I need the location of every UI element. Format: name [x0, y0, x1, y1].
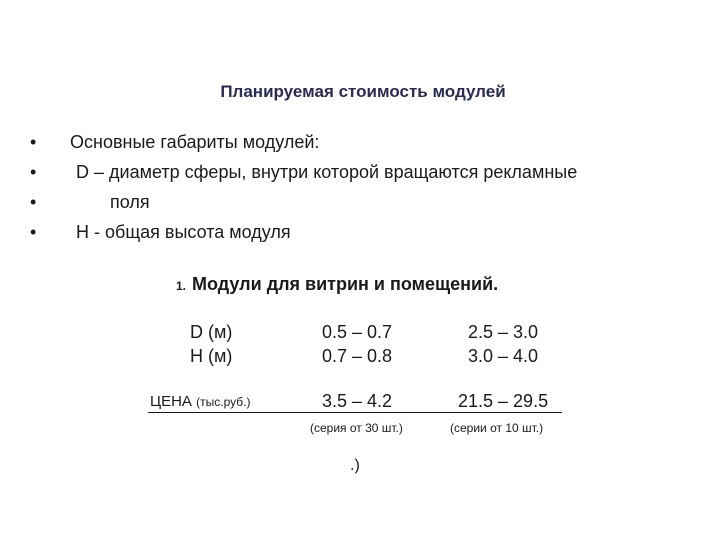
bullet-marker: •: [30, 162, 37, 182]
price-underline: [148, 412, 562, 413]
row-h-col1: 0.7 – 0.8: [322, 346, 393, 366]
section-number: 1.: [176, 279, 187, 293]
price-label-main: ЦЕНА: [150, 393, 192, 410]
price-col1: 3.5 – 4.2: [322, 391, 393, 411]
section-heading: [176, 274, 498, 295]
bullet-item-diameter: D – диаметр сферы, внутри которой вращаются рекламные: [76, 162, 578, 182]
row-d-col2: 2.5 – 3.0: [468, 322, 539, 342]
bullet-item-height: H - общая высота модуля: [76, 222, 291, 242]
bullet-marker: •: [30, 132, 37, 152]
row-h-col2: 3.0 – 4.0: [468, 346, 539, 366]
bullet-item-dimensions: Основные габариты модулей:: [70, 132, 320, 152]
price-label-unit: (тыс.руб.): [196, 395, 251, 409]
page-title: Планируемая стоимость модулей: [220, 82, 506, 101]
row-d-col1: 0.5 – 0.7: [322, 322, 393, 342]
price-label: [150, 393, 250, 410]
price-col2: 21.5 – 29.5: [458, 391, 549, 411]
bullet-marker: •: [30, 222, 37, 242]
footer-mark: .): [350, 457, 360, 474]
bullet-item-fields: поля: [110, 192, 150, 212]
row-label-h: H (м): [190, 346, 233, 366]
section-title: Модули для витрин и помещений.: [192, 274, 499, 294]
bullet-marker: •: [30, 192, 37, 212]
note-col1: (серия от 30 шт.): [310, 421, 403, 435]
row-label-d: D (м): [190, 322, 233, 342]
note-col2: (серии от 10 шт.): [450, 421, 544, 435]
